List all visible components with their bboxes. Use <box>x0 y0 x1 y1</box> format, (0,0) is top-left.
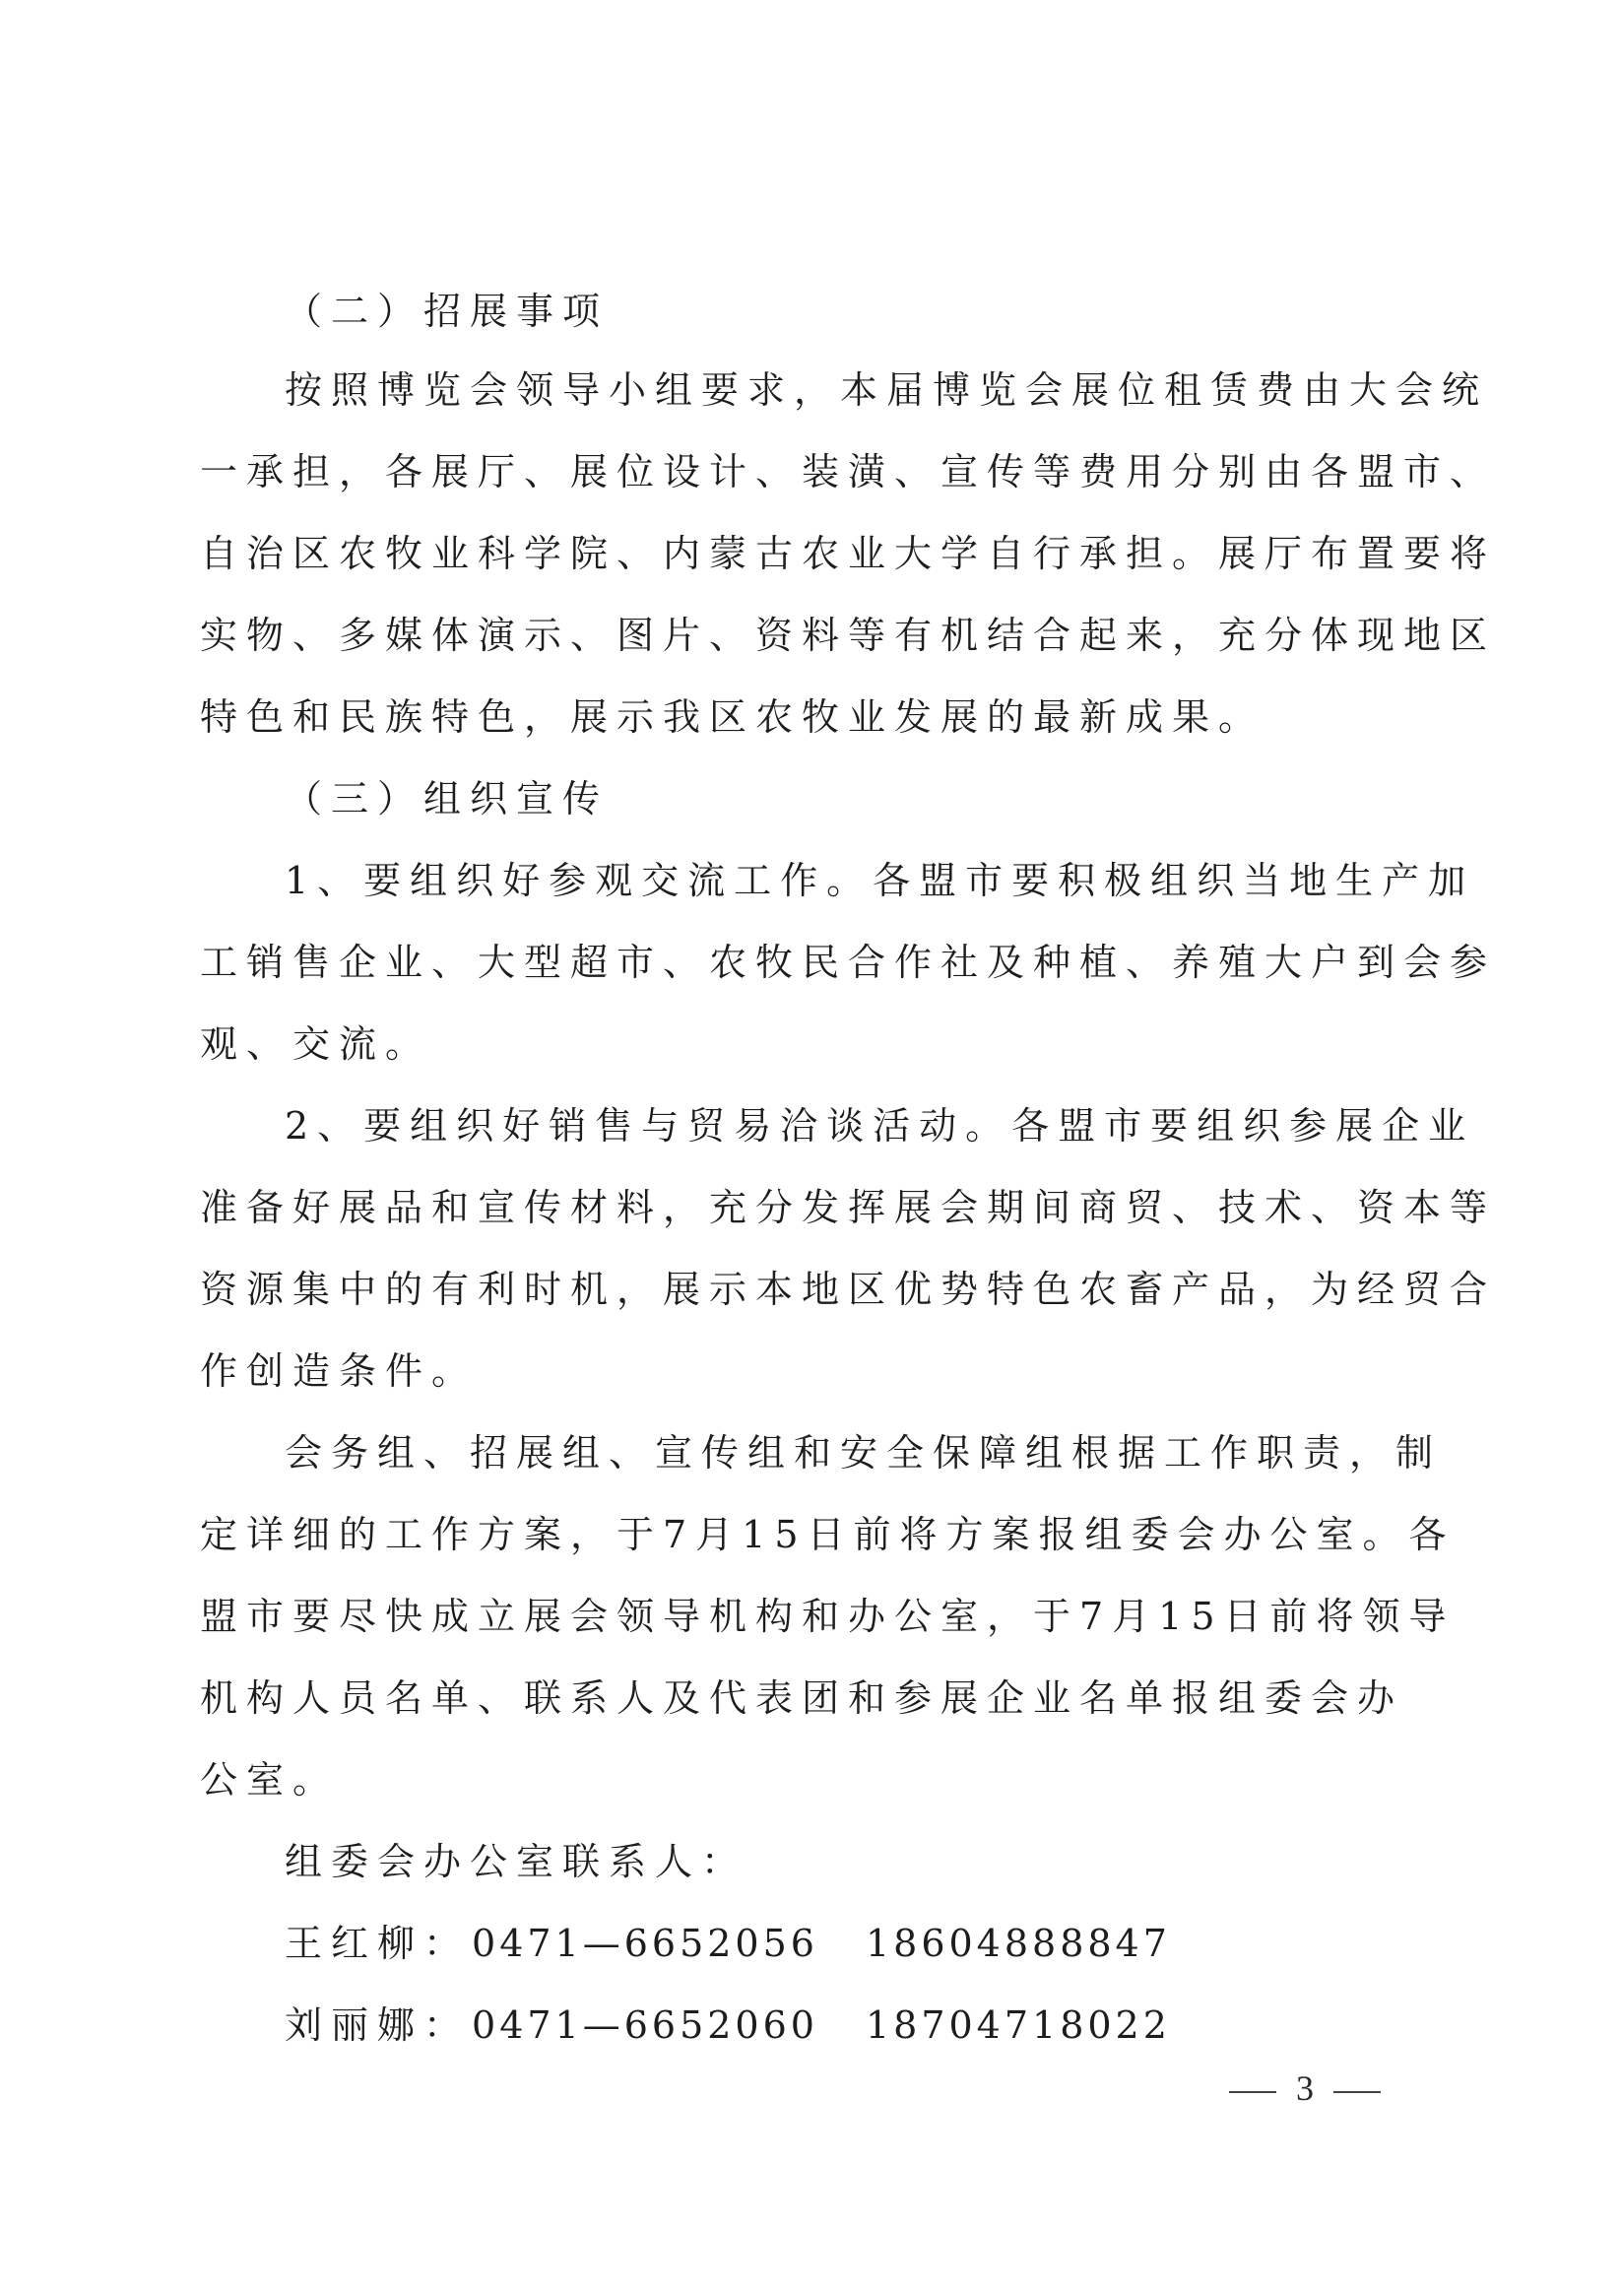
contact-phone: 0471—6652056 <box>472 1922 818 1965</box>
paragraph-line: 一承担，各展厅、展位设计、装潢、宣传等费用分别由各盟市、 <box>200 450 1497 493</box>
contact-row <box>285 1904 1171 1983</box>
paragraph-line: 观、交流。 <box>200 1022 432 1066</box>
contact-name: 王红柳： <box>285 1922 471 1965</box>
contact-row <box>285 1986 1171 2065</box>
footer-dash-right <box>1333 2091 1381 2093</box>
page-number-footer <box>1229 2064 1381 2113</box>
contact-name: 刘丽娜： <box>285 2003 471 2047</box>
section-heading-2: （二）招展事项 <box>285 290 610 333</box>
paragraph-line: 公室。 <box>200 1758 340 1802</box>
paragraph-line: 作创造条件。 <box>200 1349 479 1393</box>
paragraph-line: 2、要组织好销售与贸易洽谈活动。各盟市要组织参展企业 <box>285 1104 1475 1148</box>
paragraph-line: 机构人员名单、联系人及代表团和参展企业名单报组委会办 <box>200 1676 1404 1720</box>
paragraph-line: 1、要组织好参观交流工作。各盟市要积极组织当地生产加 <box>285 859 1475 902</box>
section-heading-3: （三）组织宣传 <box>285 777 610 820</box>
contact-phone: 0471—6652060 <box>472 2003 818 2047</box>
paragraph-line: 按照博览会领导小组要求，本届博览会展位租赁费由大会统 <box>285 368 1489 412</box>
contact-title: 组委会办公室联系人： <box>285 1840 748 1883</box>
contact-mobile: 18704718022 <box>865 2003 1171 2047</box>
paragraph-line: 会务组、招展组、宣传组和安全保障组根据工作职责，制 <box>285 1431 1443 1475</box>
paragraph-line: 盟市要尽快成立展会领导机构和办公室，于7月15日前将领导 <box>200 1595 1456 1638</box>
paragraph-line: 准备好展品和宣传材料，充分发挥展会期间商贸、技术、资本等 <box>200 1186 1497 1229</box>
paragraph-line: 自治区农牧业科学院、内蒙古农业大学自行承担。展厅布置要将 <box>200 532 1497 575</box>
contact-mobile: 18604888847 <box>865 1922 1171 1965</box>
paragraph-line: 特色和民族特色，展示我区农牧业发展的最新成果。 <box>200 695 1265 739</box>
paragraph-line: 实物、多媒体演示、图片、资料等有机结合起来，充分体现地区 <box>200 614 1497 657</box>
page-number: 3 <box>1296 2068 1314 2108</box>
paragraph-line: 工销售企业、大型超市、农牧民合作社及种植、养殖大户到会参 <box>200 941 1497 984</box>
footer-dash-left <box>1229 2091 1276 2093</box>
paragraph-line: 资源集中的有利时机，展示本地区优势特色农畜产品，为经贸合 <box>200 1268 1497 1311</box>
paragraph-line: 定详细的工作方案，于7月15日前将方案报组委会办公室。各 <box>200 1513 1456 1556</box>
